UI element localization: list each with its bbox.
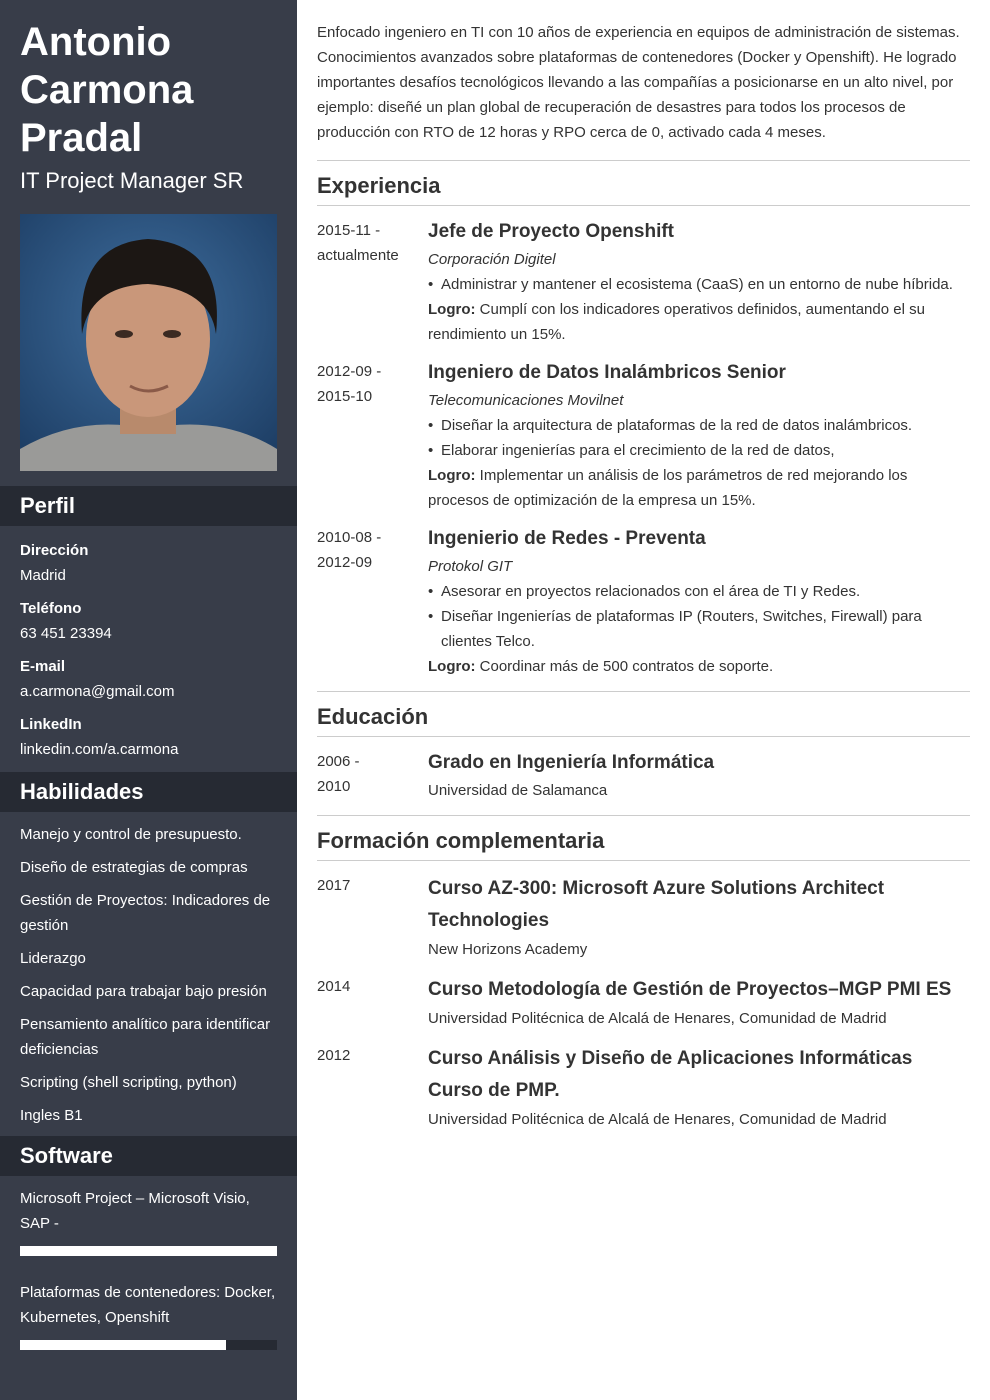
institution: Universidad de Salamanca [428,782,608,799]
phone-label: Teléfono [20,600,82,617]
skill-item: Diseño de estrategias de compras [20,859,248,876]
linkedin-label: LinkedIn [20,716,82,733]
skill-item: Pensamiento analítico para identificar deficiencias [20,1016,271,1058]
software-name: Plataformas de contenedores: Docker, Kubernetes, Openshift [20,1284,276,1326]
degree-title: Grado en Ingeniería Informática [428,752,715,773]
entry-date [317,218,428,347]
date-start: 2006 - [317,753,360,770]
profile-photo [20,214,277,471]
education-heading: Educación [317,698,970,737]
date-start: 2012-09 - [317,363,382,380]
course-title: Curso AZ-300: Microsoft Azure Solutions Architect Technologies [428,878,885,931]
company: Telecomunicaciones Movilnet [428,392,624,409]
training-entry [317,962,970,1031]
experience-entry [317,513,970,679]
address-value: Madrid [20,567,66,584]
last-name-1: Carmona [20,68,194,112]
entry-date: 2012 [317,1047,351,1064]
education-section [317,737,970,816]
skill-item: Gestión de Proyectos: Indicadores de gestión [20,892,271,934]
achievement-text: Implementar un análisis de los parámetros de red mejorando los procesos de optimización de la empresa un 15%. [428,467,908,509]
job-title: Ingenierio de Redes - Preventa [428,528,706,549]
achievement [428,654,970,679]
entry-date [317,359,428,513]
course-title: Curso Metodología de Gestión de Proyectos–MGP PMI ES [428,979,952,1000]
software-level-fill [20,1246,277,1256]
date-end: 2012-09 [317,554,373,571]
achievement [428,463,970,513]
experience-heading: Experiencia [317,167,970,206]
experience-entry [317,347,970,513]
linkedin-value[interactable]: linkedin.com/a.carmona [20,741,179,758]
achievement-text: Coordinar más de 500 contratos de soporte. [479,658,774,675]
software-name: Microsoft Project – Microsoft Visio, SAP - [20,1190,250,1232]
skill-item: Manejo y control de presupuesto. [20,826,242,843]
bullet: • Elaborar ingenierías para el crecimiento de la red de datos, [428,438,970,463]
entry-date: 2017 [317,877,351,894]
contact-list [0,526,297,762]
phone-value: 63 451 23394 [20,625,112,642]
achievement-text: Cumplí con los indicadores operativos definidos, aumentando el su rendimiento un 15%. [428,301,925,343]
date-end: actualmente [317,247,399,264]
main-content [317,0,970,1132]
achievement-label: Logro: [428,467,476,484]
candidate-name [0,0,297,162]
entry-date [317,525,428,679]
last-name-2: Pradal [20,116,143,160]
bullet: • Asesorar en proyectos relacionados con el área de TI y Redes. [428,579,970,604]
entry-date [317,749,428,803]
software-level-fill [20,1340,226,1350]
bullet: • Administrar y mantener el ecosistema (CaaS) en un entorno de nube híbrida. [428,272,970,297]
skill-item: Liderazgo [20,950,86,967]
job-title: Jefe de Proyecto Openshift [428,221,675,242]
skills-heading: Habilidades [0,772,297,812]
training-entry [317,861,970,962]
skill-item: Capacidad para trabajar bajo presión [20,983,267,1000]
training-entry [317,1031,970,1132]
date-start: 2010-08 - [317,529,382,546]
company: Corporación Digitel [428,251,556,268]
skills-list [0,812,297,1128]
address-label: Dirección [20,542,89,559]
bullet: • Diseñar la arquitectura de plataformas de la red de datos inalámbricos. [428,413,970,438]
bullet: • Diseñar Ingenierías de plataformas IP (Routers, Switches, Firewall) para clientes Telco. [428,604,970,654]
job-title: IT Project Manager SR [20,168,244,193]
achievement [428,297,970,347]
training-heading: Formación complementaria [317,822,970,861]
email-value[interactable]: a.carmona@gmail.com [20,683,175,700]
date-end: 2015-10 [317,388,373,405]
achievement-label: Logro: [428,658,476,675]
experience-entry [317,206,970,347]
software-level-bar [20,1340,277,1350]
achievement-label: Logro: [428,301,476,318]
summary: Enfocado ingeniero en TI con 10 años de experiencia en equipos de administración de sistemas. Conocimientos avanzados sobre plataformas de contenedores (Docker y Openshift). He logrado importantes desafíos tecnológicos llevando a las compañías a posicionarse en un alto nivel, por ejemplo: diseñé un plan global de recuperación de desastres para todos los procesos de producción con RTO de 12 horas y RPO cerca de 0, activado cada 4 meses. [317,0,970,161]
email-label: E-mail [20,658,66,675]
date-start: 2015-11 - [317,222,381,239]
skill-item: Ingles B1 [20,1107,83,1124]
skill-item: Scripting (shell scripting, python) [20,1074,237,1091]
entry-date: 2014 [317,978,351,995]
date-end: 2010 [317,778,351,795]
company: Protokol GIT [428,558,513,575]
institution: Universidad Politécnica de Alcalá de Henares, Comunidad de Madrid [428,1111,887,1128]
institution: New Horizons Academy [428,941,588,958]
software-level-bar [20,1246,277,1256]
sidebar [0,0,297,1400]
first-name: Antonio [20,20,172,64]
training-section [317,861,970,1132]
software-list [0,1176,297,1350]
education-entry [317,737,970,803]
job-title: Ingeniero de Datos Inalámbricos Senior [428,362,786,383]
profile-heading: Perfil [0,486,297,526]
software-heading: Software [0,1136,297,1176]
experience-section [317,206,970,692]
institution: Universidad Politécnica de Alcalá de Henares, Comunidad de Madrid [428,1010,887,1027]
course-title: Curso Análisis y Diseño de Aplicaciones Informáticas Curso de PMP. [428,1048,913,1101]
